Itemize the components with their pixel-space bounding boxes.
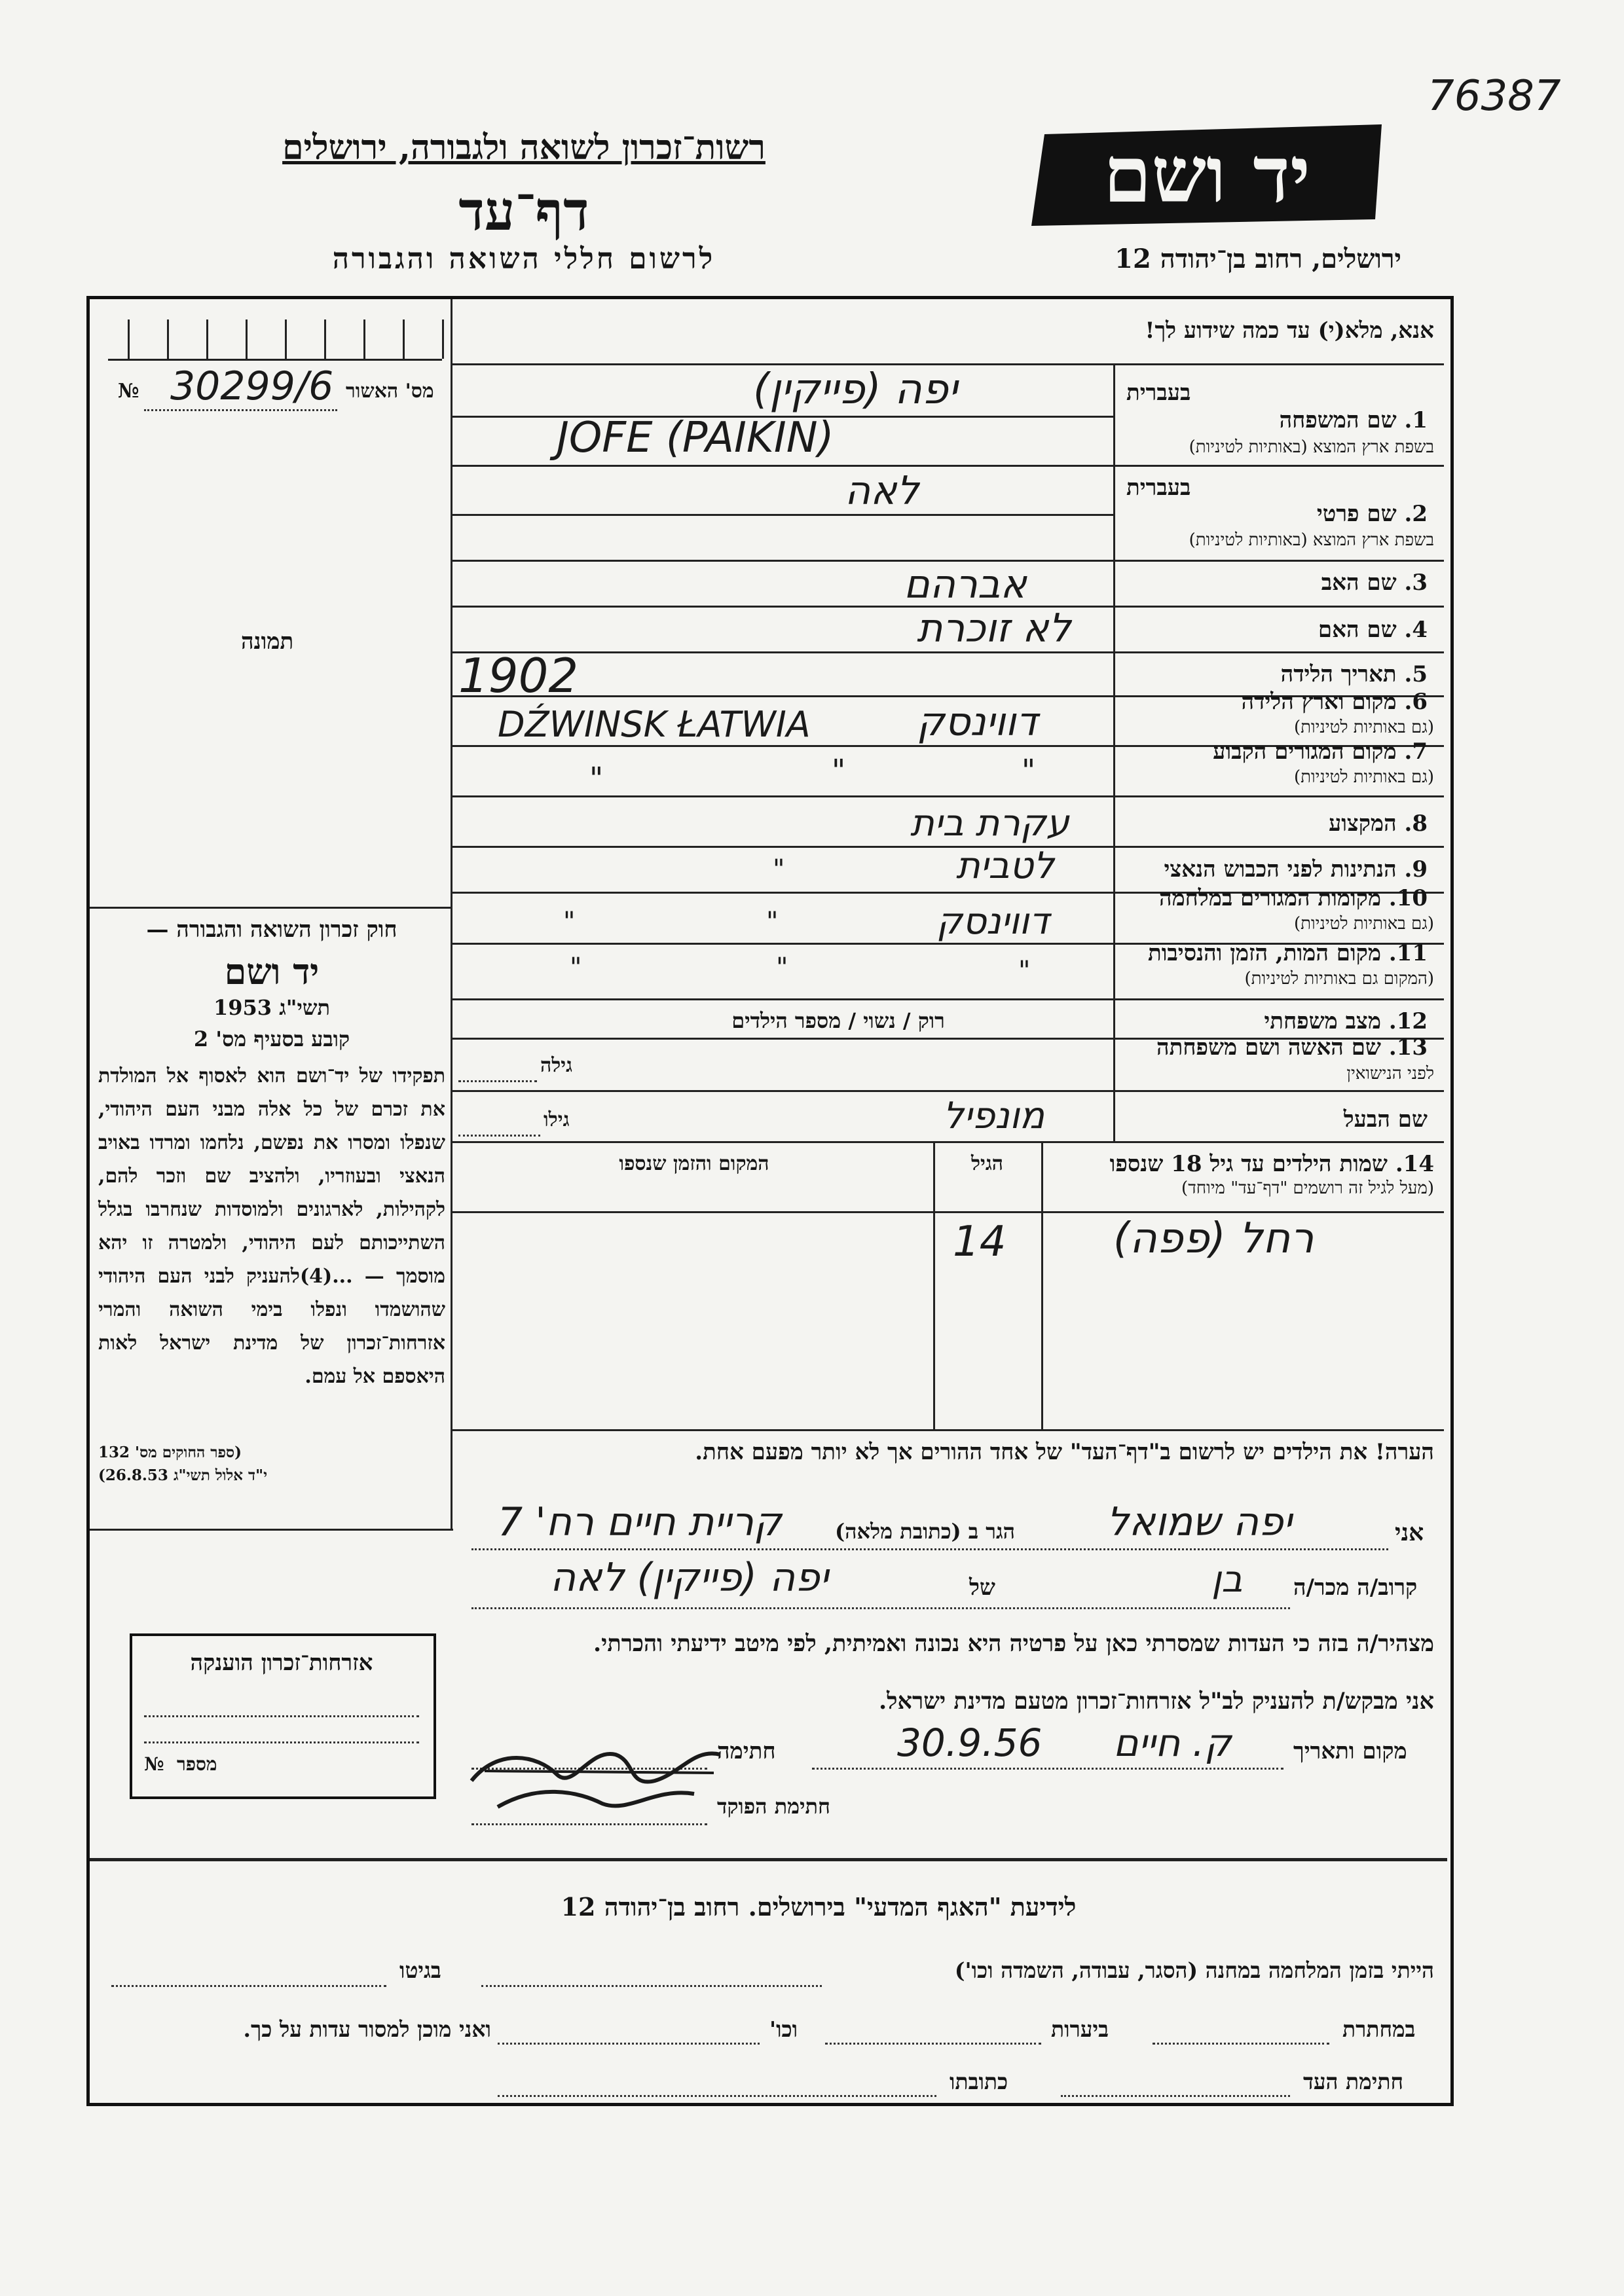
f13-label: 13. שם האשה ושם משפחתה — [1156, 1034, 1428, 1061]
declaration: מצהיר/ה בזה כי העדות שמסרתי כאן על פרטיה היא נכונה ואמיתית, לפי מיטב ידיעתי והכרתי. — [593, 1630, 1434, 1657]
f6-sub: (גם באותיות לטיניות) — [1293, 718, 1434, 737]
footer-line1-start: הייתי בזמן המלחמה במחנה (הסגר, עבודה, השמדה וכו') — [954, 1958, 1434, 1983]
f1-label: 1. שם המשפחה — [1279, 407, 1428, 433]
f7-label: 7. מקום המגורים הקבוע — [1213, 738, 1428, 765]
f12-options: רוק / נשוי / מספר הילדים — [731, 1008, 945, 1033]
declarant-resides-label: הגר ב (כתובת מלאה) — [835, 1519, 1015, 1544]
f11-ditto-3: " — [570, 953, 582, 983]
relative-label: קרוב/ה מכר/ה — [1293, 1575, 1418, 1601]
f4-label: 4. שם האם — [1318, 617, 1428, 643]
of-label: של — [969, 1575, 995, 1601]
request: אני מבקש/ת להעניק לב"ל אזרחות־זכרון מטעם מדינת ישראל. — [879, 1688, 1434, 1715]
left-column-divider — [451, 299, 452, 1530]
f2-latin-sub: בשפת ארץ המוצא (באותיות לטיניות) — [1189, 530, 1434, 550]
f7-ditto-3: " — [589, 761, 604, 796]
f9-ditto: " — [773, 854, 785, 884]
f1-hebrew-value: יפה (פייקין) — [753, 365, 958, 414]
hebrew-label-1: בעברית — [1126, 380, 1191, 406]
note: הערה! את הילדים יש לרשום ב"דף־העד" של אחד ההורים אך לא יותר מפעם אחת. — [695, 1439, 1434, 1465]
husband-value: מונפיל — [943, 1095, 1045, 1137]
f9-value: לטבית — [956, 845, 1054, 887]
f10-ditto-1: " — [766, 907, 779, 937]
law-ref-1: (ספר החוקים מס' 132 — [98, 1444, 242, 1461]
f7-sub: (גם באותיות לטיניות) — [1293, 767, 1434, 787]
child-name: רחל (פפה) — [1113, 1214, 1314, 1263]
address: ירושלים, רחוב בן־יהודה 12 — [1115, 244, 1401, 274]
law-logo: יד ושם — [224, 951, 320, 993]
declarant-address: קריית חיים רח' 7 — [498, 1499, 782, 1545]
approval-label: מס' האשור — [346, 380, 434, 403]
officer-label: חתימת הפוקד — [717, 1794, 830, 1819]
f7-ditto-2: " — [832, 753, 846, 788]
authority-name: רשות־זכרון לשואה ולגבורה, ירושלים — [282, 128, 766, 168]
logo-text: יד ושם — [1103, 129, 1311, 220]
declarant-i-label: אני — [1395, 1519, 1424, 1546]
f9-label: 9. הנתינות לפני הכבוש הנאצי — [1164, 856, 1428, 883]
date-value: 30.9.56 — [897, 1721, 1043, 1765]
footer-address-label: כתובתו — [950, 2069, 1008, 2094]
f10-sub: (גם באותיות לטיניות) — [1293, 914, 1434, 934]
approval-number: 30299/6 — [170, 363, 334, 409]
hebrew-label-2: בעברית — [1126, 475, 1191, 501]
child-age: 14 — [953, 1218, 1006, 1266]
law-year: תשי"ג 1953 — [213, 995, 330, 1020]
children-age-header: הגיל — [970, 1152, 1004, 1175]
law-text: תפקידו של יד־ושם הוא לאסוף אל המולדת את זכרם של כל אלה מבני העם היהודי, שנפלו ומסרו את נפשם, נלחמו ומרדו באויב הנאצי ובעוזריו, ולהציב שם וזכר להם, לקהילות, לארגונים ולמוסדות שנחרבו בגלל השתייכותם לעם היהודי, ולמטרה זו יהא מוסמך — ...(4)להעניק לבני העם היהודי שהושמדו ונפלו בימי השואה והמרי אזרחות־זכרון של מדינת ישראל לאות היאספם אל עמם. — [98, 1065, 445, 1388]
of-value: יפה (פייקין) לאה — [550, 1555, 829, 1601]
f4-value: לא זוכרת — [917, 606, 1071, 651]
archive-number: 76387 — [1428, 72, 1561, 120]
signature-label: חתימה — [717, 1738, 776, 1764]
declarant-signature — [458, 1709, 733, 1820]
footer-forests-label: ביערות — [1051, 2016, 1109, 2042]
form-subtitle: לרשום חללי השואה והגבורה — [332, 242, 716, 276]
yad-vashem-logo — [1025, 118, 1395, 229]
approval-no-prefix: № — [118, 380, 139, 403]
f8-value: עקרת בית — [910, 802, 1069, 845]
footer-witness-signature-label: חתימת העד — [1303, 2069, 1404, 2094]
relation-value: בן — [1211, 1558, 1243, 1601]
f1-latin-sub: בשפת ארץ המוצא (באותיות לטיניות) — [1189, 437, 1434, 457]
footer-ghetto-label: בגיטו — [399, 1958, 441, 1983]
footer-willing: ואני מוכן למסור עדות על כך. — [243, 2016, 491, 2042]
f6-label: 6. מקום וארץ הלידה — [1241, 689, 1428, 715]
children-label: 14. שמות הילדים עד גיל 18 שנספו — [1109, 1151, 1434, 1177]
f7-ditto-1: " — [1022, 753, 1036, 788]
f11-sub: (המקום גם באותיות לטיניות) — [1244, 969, 1434, 989]
f10-ditto-2: " — [563, 907, 576, 937]
f6-latin-value: DŹWINSK ŁATWIA — [498, 704, 811, 745]
declarant-name: יפה שמואל — [1107, 1499, 1292, 1545]
f10-label: 10. מקומות המגורים במלחמה — [1158, 885, 1428, 911]
footer-underground-label: במחתרת — [1342, 2016, 1416, 2042]
place-date-label: מקום ותאריך — [1293, 1738, 1407, 1764]
f11-ditto-2: " — [776, 953, 788, 983]
f2-label: 2. שם פרטי — [1316, 501, 1428, 527]
children-place-header: המקום והזמן שנספו — [619, 1152, 769, 1175]
f3-value: אברהם — [904, 562, 1027, 608]
citizenship-title: אזרחות־זכרון הוענקה — [190, 1650, 373, 1676]
footer-etc-label: וכו' — [769, 2016, 798, 2042]
f3-label: 3. שם האב — [1321, 570, 1428, 596]
citizenship-number-label: מספר — [177, 1753, 217, 1775]
photo-label: תמונה — [241, 629, 294, 655]
intro-line: אנא, מלא(י) עד כמה שידוע לך! — [1145, 318, 1434, 344]
place-value: ק. חיים — [1113, 1721, 1232, 1765]
citizenship-no-prefix: № — [144, 1753, 164, 1775]
husband-label: שם הבעל — [1343, 1106, 1428, 1133]
f11-label: 11. מקום המות, הזמן והנסיבות — [1147, 940, 1428, 966]
form-title: דף־עד — [458, 180, 589, 243]
f1-latin-value: JOFE (PAIKIN) — [557, 414, 834, 462]
label-value-divider — [1113, 363, 1115, 1141]
law-title: חוק זכרון השואה והגבורה — — [146, 917, 397, 943]
husband-age-label: גילו — [544, 1108, 570, 1131]
wife-age-label: גילה — [540, 1054, 573, 1077]
f10-value: דווינסק — [936, 900, 1050, 943]
f5-label: 5. תאריך הלידה — [1280, 661, 1428, 687]
f5-value: 1902 — [458, 648, 579, 703]
f8-label: 8. המקצוע — [1328, 811, 1428, 837]
children-sub: (מעל לגיל זה רושמים "דף־עד" מיוחד) — [1181, 1178, 1434, 1198]
f6-hebrew-value: דווינסק — [917, 699, 1038, 745]
f12-label: 12. מצב משפחתי — [1264, 1008, 1428, 1034]
f13-sub: לפני הנישואין — [1346, 1064, 1434, 1084]
f11-ditto-1: " — [1018, 956, 1031, 986]
code-boxes — [108, 319, 442, 361]
footer-title: לידיעת "האגף המדעי" בירושלים. רחוב בן־יהודה 12 — [561, 1892, 1077, 1922]
f2-hebrew-value: לאה — [845, 468, 919, 514]
law-section: קובע בסעיף מס' 2 — [193, 1027, 350, 1051]
law-ref-2: י"ד אלול תשי"ג 26.8.53) — [98, 1467, 268, 1484]
